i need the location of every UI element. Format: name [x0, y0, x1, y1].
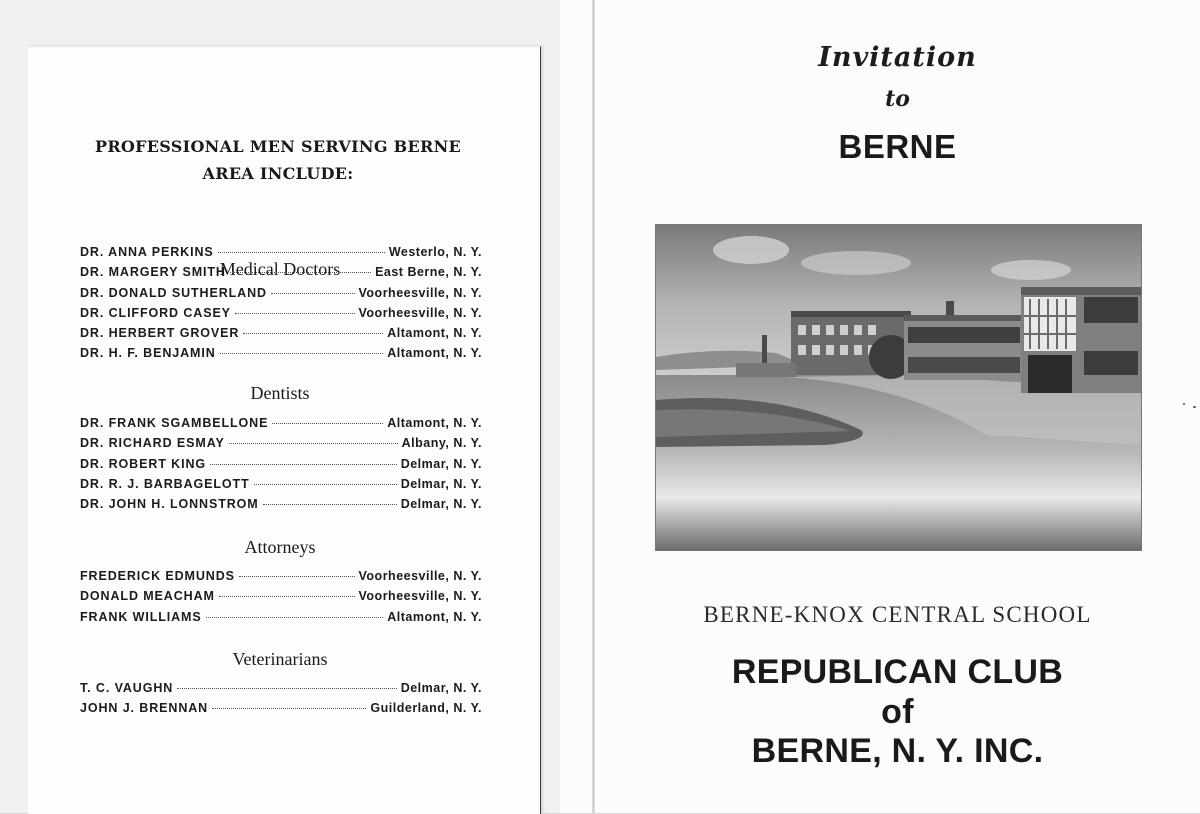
entry-name: DR. HERBERT GROVER: [80, 326, 240, 341]
directory-entry: [80, 569, 482, 589]
directory-entry: [80, 436, 482, 456]
section-title-veterinarians: Veterinarians: [232, 649, 328, 669]
directory-entry: [80, 416, 482, 436]
school-photo-illustration: [656, 225, 1141, 550]
entry-place: Altamont, N. Y.: [387, 609, 482, 624]
directory-entry: [80, 286, 482, 306]
entry-place: Delmar, N. Y.: [400, 497, 482, 512]
directory-entry: [80, 497, 482, 517]
entry-place: Voorheesville, N. Y.: [358, 589, 482, 604]
right-page: [595, 0, 1200, 813]
dot-leader: [229, 443, 398, 444]
entry-place: Guilderland, N. Y.: [370, 701, 482, 716]
dot-leader: [239, 576, 355, 577]
dot-leader: [235, 313, 355, 314]
dot-leader: [212, 708, 366, 709]
entry-name: DR. ANNA PERKINS: [80, 245, 214, 259]
dot-leader: [254, 484, 397, 485]
veterinarians-list: [80, 681, 482, 722]
entry-place: Altamont, N. Y.: [387, 346, 482, 361]
dot-leader: [218, 252, 385, 253]
entry-place: Altamont, N. Y.: [387, 416, 482, 430]
dot-leader: [263, 504, 397, 505]
entry-name: DR. CLIFFORD CASEY: [80, 305, 231, 320]
entry-name: DR. DONALD SUTHERLAND: [80, 285, 267, 300]
directory-entry: [80, 265, 482, 285]
school-photo: [655, 224, 1142, 551]
directory-entry: [80, 245, 482, 265]
section-title-medical-doctors: Medical Doctors: [219, 259, 341, 279]
entry-place: Voorheesville, N. Y.: [358, 305, 482, 320]
entry-name: DR. MARGERY SMITH: [80, 265, 226, 280]
left-page-heading: PROFESSIONAL MEN SERVING BERNE AREA INCLUDE:: [94, 137, 462, 183]
entry-place: East Berne, N. Y.: [375, 265, 482, 280]
entry-name: DR. JOHN H. LONNSTROM: [80, 497, 259, 512]
directory-entry: [80, 326, 482, 346]
club-name-line2: of: [881, 693, 914, 731]
club-name-line1: REPUBLICAN CLUB: [731, 653, 1064, 691]
directory-entry: [80, 306, 482, 326]
title-to: to: [885, 86, 910, 112]
directory-entry: [80, 589, 482, 609]
entry-place: Voorheesville, N. Y.: [358, 285, 482, 300]
photo-caption: BERNE-KNOX CENTRAL SCHOOL: [703, 602, 1092, 627]
dentists-list: [80, 416, 482, 517]
entry-place: Delmar, N. Y.: [400, 476, 482, 491]
entry-name: JOHN J. BRENNAN: [80, 701, 209, 716]
entry-place: Altamont, N. Y.: [387, 326, 482, 341]
entry-place: Westerlo, N. Y.: [388, 245, 482, 259]
paper-speck: [1193, 406, 1196, 408]
section-title-attorneys: Attorneys: [244, 537, 316, 557]
entry-place: Albany, N. Y.: [401, 436, 482, 451]
dot-leader: [230, 272, 371, 273]
dot-leader: [206, 617, 384, 618]
directory-entry: [80, 457, 482, 477]
dot-leader: [220, 353, 384, 354]
entry-name: DONALD MEACHAM: [80, 589, 215, 604]
entry-name: T. C. VAUGHN: [80, 681, 174, 695]
medical-doctors-list: [80, 245, 482, 367]
dot-leader: [271, 293, 355, 294]
left-page: [28, 46, 541, 814]
directory-entry: [80, 477, 482, 497]
directory-entry: [80, 681, 482, 701]
entry-place: Delmar, N. Y.: [400, 456, 482, 471]
dot-leader: [243, 333, 383, 334]
directory-entry: [80, 701, 482, 721]
title-invitation: Invitation: [818, 42, 977, 73]
directory-entry: [80, 346, 482, 366]
title-berne: BERNE: [838, 128, 957, 165]
entry-place: Voorheesville, N. Y.: [358, 569, 482, 583]
dot-leader: [219, 596, 355, 597]
dot-leader: [210, 464, 397, 465]
entry-name: DR. RICHARD ESMAY: [80, 436, 225, 451]
entry-name: DR. R. J. BARBAGELOTT: [80, 476, 250, 491]
paper-speck: [1183, 403, 1185, 405]
entry-name: DR. FRANK SGAMBELLONE: [80, 416, 269, 430]
entry-name: FRANK WILLIAMS: [80, 609, 202, 624]
dot-leader: [272, 423, 383, 424]
section-title-dentists: Dentists: [250, 383, 310, 403]
directory-entry: [80, 610, 482, 630]
dot-leader: [177, 688, 396, 689]
club-name-line3: BERNE, N. Y. INC.: [751, 732, 1044, 770]
attorneys-list: [80, 569, 482, 630]
entry-place: Delmar, N. Y.: [400, 681, 482, 695]
entry-name: FREDERICK EDMUNDS: [80, 569, 235, 583]
entry-name: DR. ROBERT KING: [80, 456, 206, 471]
entry-name: DR. H. F. BENJAMIN: [80, 346, 216, 361]
